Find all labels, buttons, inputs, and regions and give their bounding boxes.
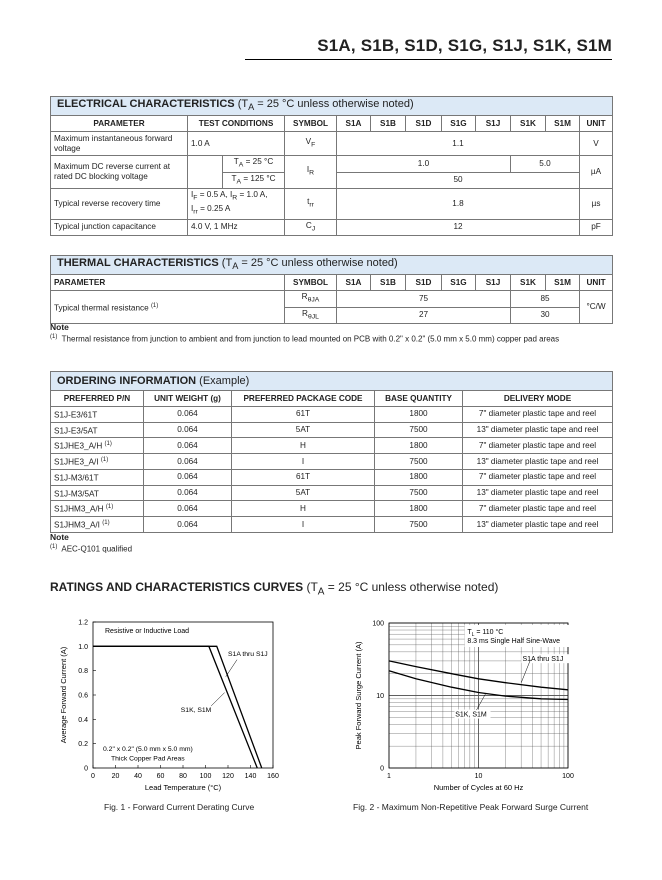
- fig1-leader-s1a: [226, 660, 237, 677]
- thermal-row-2: $R_{\theta JL}$ 27 30: [51, 307, 613, 324]
- thermal-row-1: Typical thermal resistance $^{(1)}$ $R_{\theta JA}$ 75 85 °C/W: [51, 291, 613, 308]
- ordering-cell: 5AT: [232, 485, 375, 501]
- ordering-row: [51, 407, 613, 423]
- ordering-cell: 61T: [232, 407, 375, 423]
- fig2-y-tick-label: 100: [372, 620, 384, 628]
- ordering-header-row: PREFERRED P/N UNIT WEIGHT (g) PREFERRED PACKAGE CODE BASE QUANTITY DELIVERY MODE: [51, 391, 613, 407]
- ordering-cell: 13" diameter plastic tape and reel: [463, 517, 613, 533]
- ordering-cell: S1JHM3_A/I $^{(1)}$: [51, 517, 144, 533]
- ordering-title: ORDERING INFORMATION: [57, 375, 197, 387]
- ordering-cell: 0.064: [144, 501, 232, 517]
- ordering-cell: 1800: [375, 469, 463, 485]
- fig1-y-tick-label: 0.8: [78, 668, 88, 676]
- fig1-x-tick-label: 120: [222, 773, 234, 780]
- fig1-x-tick-label: 20: [111, 773, 120, 780]
- fig2-x-tick-label: 10: [474, 773, 483, 780]
- fig1-y-tick-label: 0.6: [78, 692, 88, 700]
- header-rule: [245, 59, 612, 60]
- ordering-cell: 1800: [375, 501, 463, 517]
- fig1-x-tick-label: 80: [179, 773, 187, 780]
- fig2-y-tick-label: 0: [380, 765, 384, 773]
- fig1-x-tick-label: 160: [267, 773, 279, 780]
- ordering-cell: I: [232, 517, 375, 533]
- ordering-cell: 7500: [375, 422, 463, 438]
- fig1-annotation-s1k: S1K, S1M: [180, 707, 212, 715]
- ordering-cell: 7500: [375, 454, 463, 470]
- cj-row: Typical junction capacitance 4.0 V, 1 MHz $C_J$ 12 pF: [51, 219, 613, 236]
- ordering-cell: 0.064: [144, 407, 232, 423]
- ordering-cell: 13" diameter plastic tape and reel: [463, 485, 613, 501]
- fig2-annotation-s1a: S1A thru S1J: [522, 656, 564, 664]
- ordering-row: [51, 469, 613, 485]
- ordering-cell: S1J-E3/61T: [51, 407, 144, 423]
- ordering-cell: 7" diameter plastic tape and reel: [463, 407, 613, 423]
- ordering-row: [51, 454, 613, 470]
- ordering-cell: 0.064: [144, 454, 232, 470]
- fig1-chart: [55, 612, 285, 812]
- ordering-cell: S1JHE3_A/H $^{(1)}$: [51, 438, 144, 454]
- ordering-row: [51, 485, 613, 501]
- ordering-row: [51, 438, 613, 454]
- ordering-cell: S1JHE3_A/I $^{(1)}$: [51, 454, 144, 470]
- fig1-x-tick-label: 100: [199, 773, 212, 780]
- fig1-y-axis-label: Average Forward Current (A): [59, 646, 68, 744]
- document-title: S1A, S1B, S1D, S1G, S1J, S1K, S1M: [317, 36, 612, 55]
- fig1-x-tick-label: 0: [91, 773, 95, 780]
- fig1-y-tick-label: 0.4: [78, 716, 88, 724]
- ordering-note-head: Note: [50, 532, 69, 542]
- fig1-x-tick-label: 40: [134, 773, 142, 780]
- fig2-leader-s1k: [477, 694, 486, 710]
- fig2-annotation-sine: 8.3 ms Single Half Sine-Wave: [467, 638, 561, 645]
- ordering-cell: 1800: [375, 407, 463, 423]
- fig1-y-tick-label: 1.2: [78, 619, 88, 627]
- ordering-cell: 7" diameter plastic tape and reel: [463, 469, 613, 485]
- thermal-header-row: PARAMETER SYMBOL S1A S1B S1D S1G S1J S1K S1M UNIT: [51, 275, 613, 291]
- ordering-cell: 0.064: [144, 517, 232, 533]
- fig1-x-tick-label: 140: [244, 773, 257, 780]
- ir-row-1: Maximum DC reverse current at rated DC blocking voltage $T_A = 25$ °C $I_R$ 1.0 5.0 µA: [51, 156, 613, 173]
- thermal-note-head: Note: [50, 322, 69, 332]
- electrical-header-row: PARAMETER TEST CONDITIONS SYMBOL S1A S1B S1D S1G S1J S1K S1M UNIT: [51, 116, 613, 132]
- fig2-annotation-tl-rest: = 110 °C: [474, 629, 504, 636]
- ordering-cell: 0.064: [144, 438, 232, 454]
- ordering-cell: H: [232, 501, 375, 517]
- ordering-table: [50, 371, 613, 533]
- ordering-cell: 0.064: [144, 469, 232, 485]
- ordering-cell: 13" diameter plastic tape and reel: [463, 422, 613, 438]
- fig2-x-axis-label: Number of Cycles at 60 Hz: [433, 783, 524, 792]
- electrical-title-band: ELECTRICAL CHARACTERISTICS ($T_A = 25$ °C unless otherwise noted): [51, 97, 613, 116]
- fig2-x-tick-label: 100: [562, 773, 574, 780]
- ordering-cell: S1J-E3/5AT: [51, 422, 144, 438]
- curves-title: RATINGS AND CHARACTERISTICS CURVES ($T_A = 25$ °C unless otherwise noted): [50, 580, 499, 598]
- fig2-chart: [348, 612, 588, 812]
- electrical-table: [50, 96, 613, 236]
- fig1-leader-s1k: [211, 693, 225, 706]
- ordering-cell: H: [232, 438, 375, 454]
- ordering-cell: S1JHM3_A/H $^{(1)}$: [51, 501, 144, 517]
- fig2-annotation-s1k: S1K, S1M: [455, 711, 487, 719]
- ordering-cell: 1800: [375, 438, 463, 454]
- ordering-cell: 7" diameter plastic tape and reel: [463, 438, 613, 454]
- fig2-caption: Fig. 2 - Maximum Non-Repetitive Peak Forward Surge Current: [353, 802, 589, 812]
- fig2-leader-s1a: [521, 660, 530, 683]
- fig1-x-tick-label: 60: [156, 773, 165, 780]
- fig1-x-axis-label: Lead Temperature (°C): [144, 783, 222, 792]
- fig1-annotation-pad-2: Thick Copper Pad Areas: [111, 755, 185, 763]
- thermal-title: THERMAL CHARACTERISTICS: [57, 257, 219, 270]
- fig1-y-tick-label: 1.0: [78, 643, 88, 651]
- fig1-y-tick-label: 0: [84, 765, 88, 773]
- thermal-table: [50, 255, 613, 324]
- ordering-cell: 7" diameter plastic tape and reel: [463, 501, 613, 517]
- ordering-cell: 0.064: [144, 485, 232, 501]
- ordering-row: [51, 501, 613, 517]
- fig1-annotation-s1a: S1A thru S1J: [228, 651, 268, 659]
- fig2-y-axis-label: Peak Forward Surge Current (A): [354, 641, 363, 750]
- vf-row: Maximum instantaneous forward voltage 1.0 A $V_F$ 1.1 V: [51, 132, 613, 156]
- ordering-note: $^{(1)}$ AEC-Q101 qualified: [50, 544, 133, 554]
- electrical-title: ELECTRICAL CHARACTERISTICS: [57, 98, 235, 111]
- ordering-cell: 5AT: [232, 422, 375, 438]
- ordering-cell: 0.064: [144, 422, 232, 438]
- thermal-title-band: THERMAL CHARACTERISTICS ($T_A = 25$ °C unless otherwise noted): [51, 256, 613, 275]
- ordering-cell: 61T: [232, 469, 375, 485]
- fig1-caption: Fig. 1 - Forward Current Derating Curve: [104, 802, 255, 812]
- fig1-annotation-load: Resistive or Inductive Load: [105, 628, 190, 635]
- ordering-cell: S1J-M3/5AT: [51, 485, 144, 501]
- thermal-note: $^{(1)}$ Thermal resistance from junction to ambient and from junction to lead mounted on PCB with 0.2" x 0.2" (5.0 mm x 5.0 mm) copper pad areas: [50, 334, 560, 344]
- fig2-annotation-tl-main: T: [467, 629, 472, 636]
- ir-row-2: $T_A = 125$ °C 50: [51, 172, 613, 189]
- ordering-row: [51, 422, 613, 438]
- fig1-annotation-pad-1: 0.2" x 0.2" (5.0 mm x 5.0 mm): [103, 745, 193, 753]
- ordering-cell: I: [232, 454, 375, 470]
- trr-row: Typical reverse recovery time $I_F = 0.5$ A, $I_R = 1.0$ A, $I_{rr} = 0.25$ A $t_{rr}$ 1.8 µs: [51, 189, 613, 219]
- ordering-cell: 13" diameter plastic tape and reel: [463, 454, 613, 470]
- fig2-y-tick-label: 10: [376, 693, 384, 700]
- fig2-annotation-tl-sub: L: [471, 632, 475, 638]
- ordering-cell: 7500: [375, 485, 463, 501]
- ordering-title-band: ORDERING INFORMATION (Example): [51, 372, 613, 391]
- fig2-x-tick-label: 1: [387, 773, 391, 780]
- ordering-cell: 7500: [375, 517, 463, 533]
- fig1-y-tick-label: 0.2: [78, 741, 88, 749]
- ordering-row: [51, 517, 613, 533]
- ordering-cell: S1J-M3/61T: [51, 469, 144, 485]
